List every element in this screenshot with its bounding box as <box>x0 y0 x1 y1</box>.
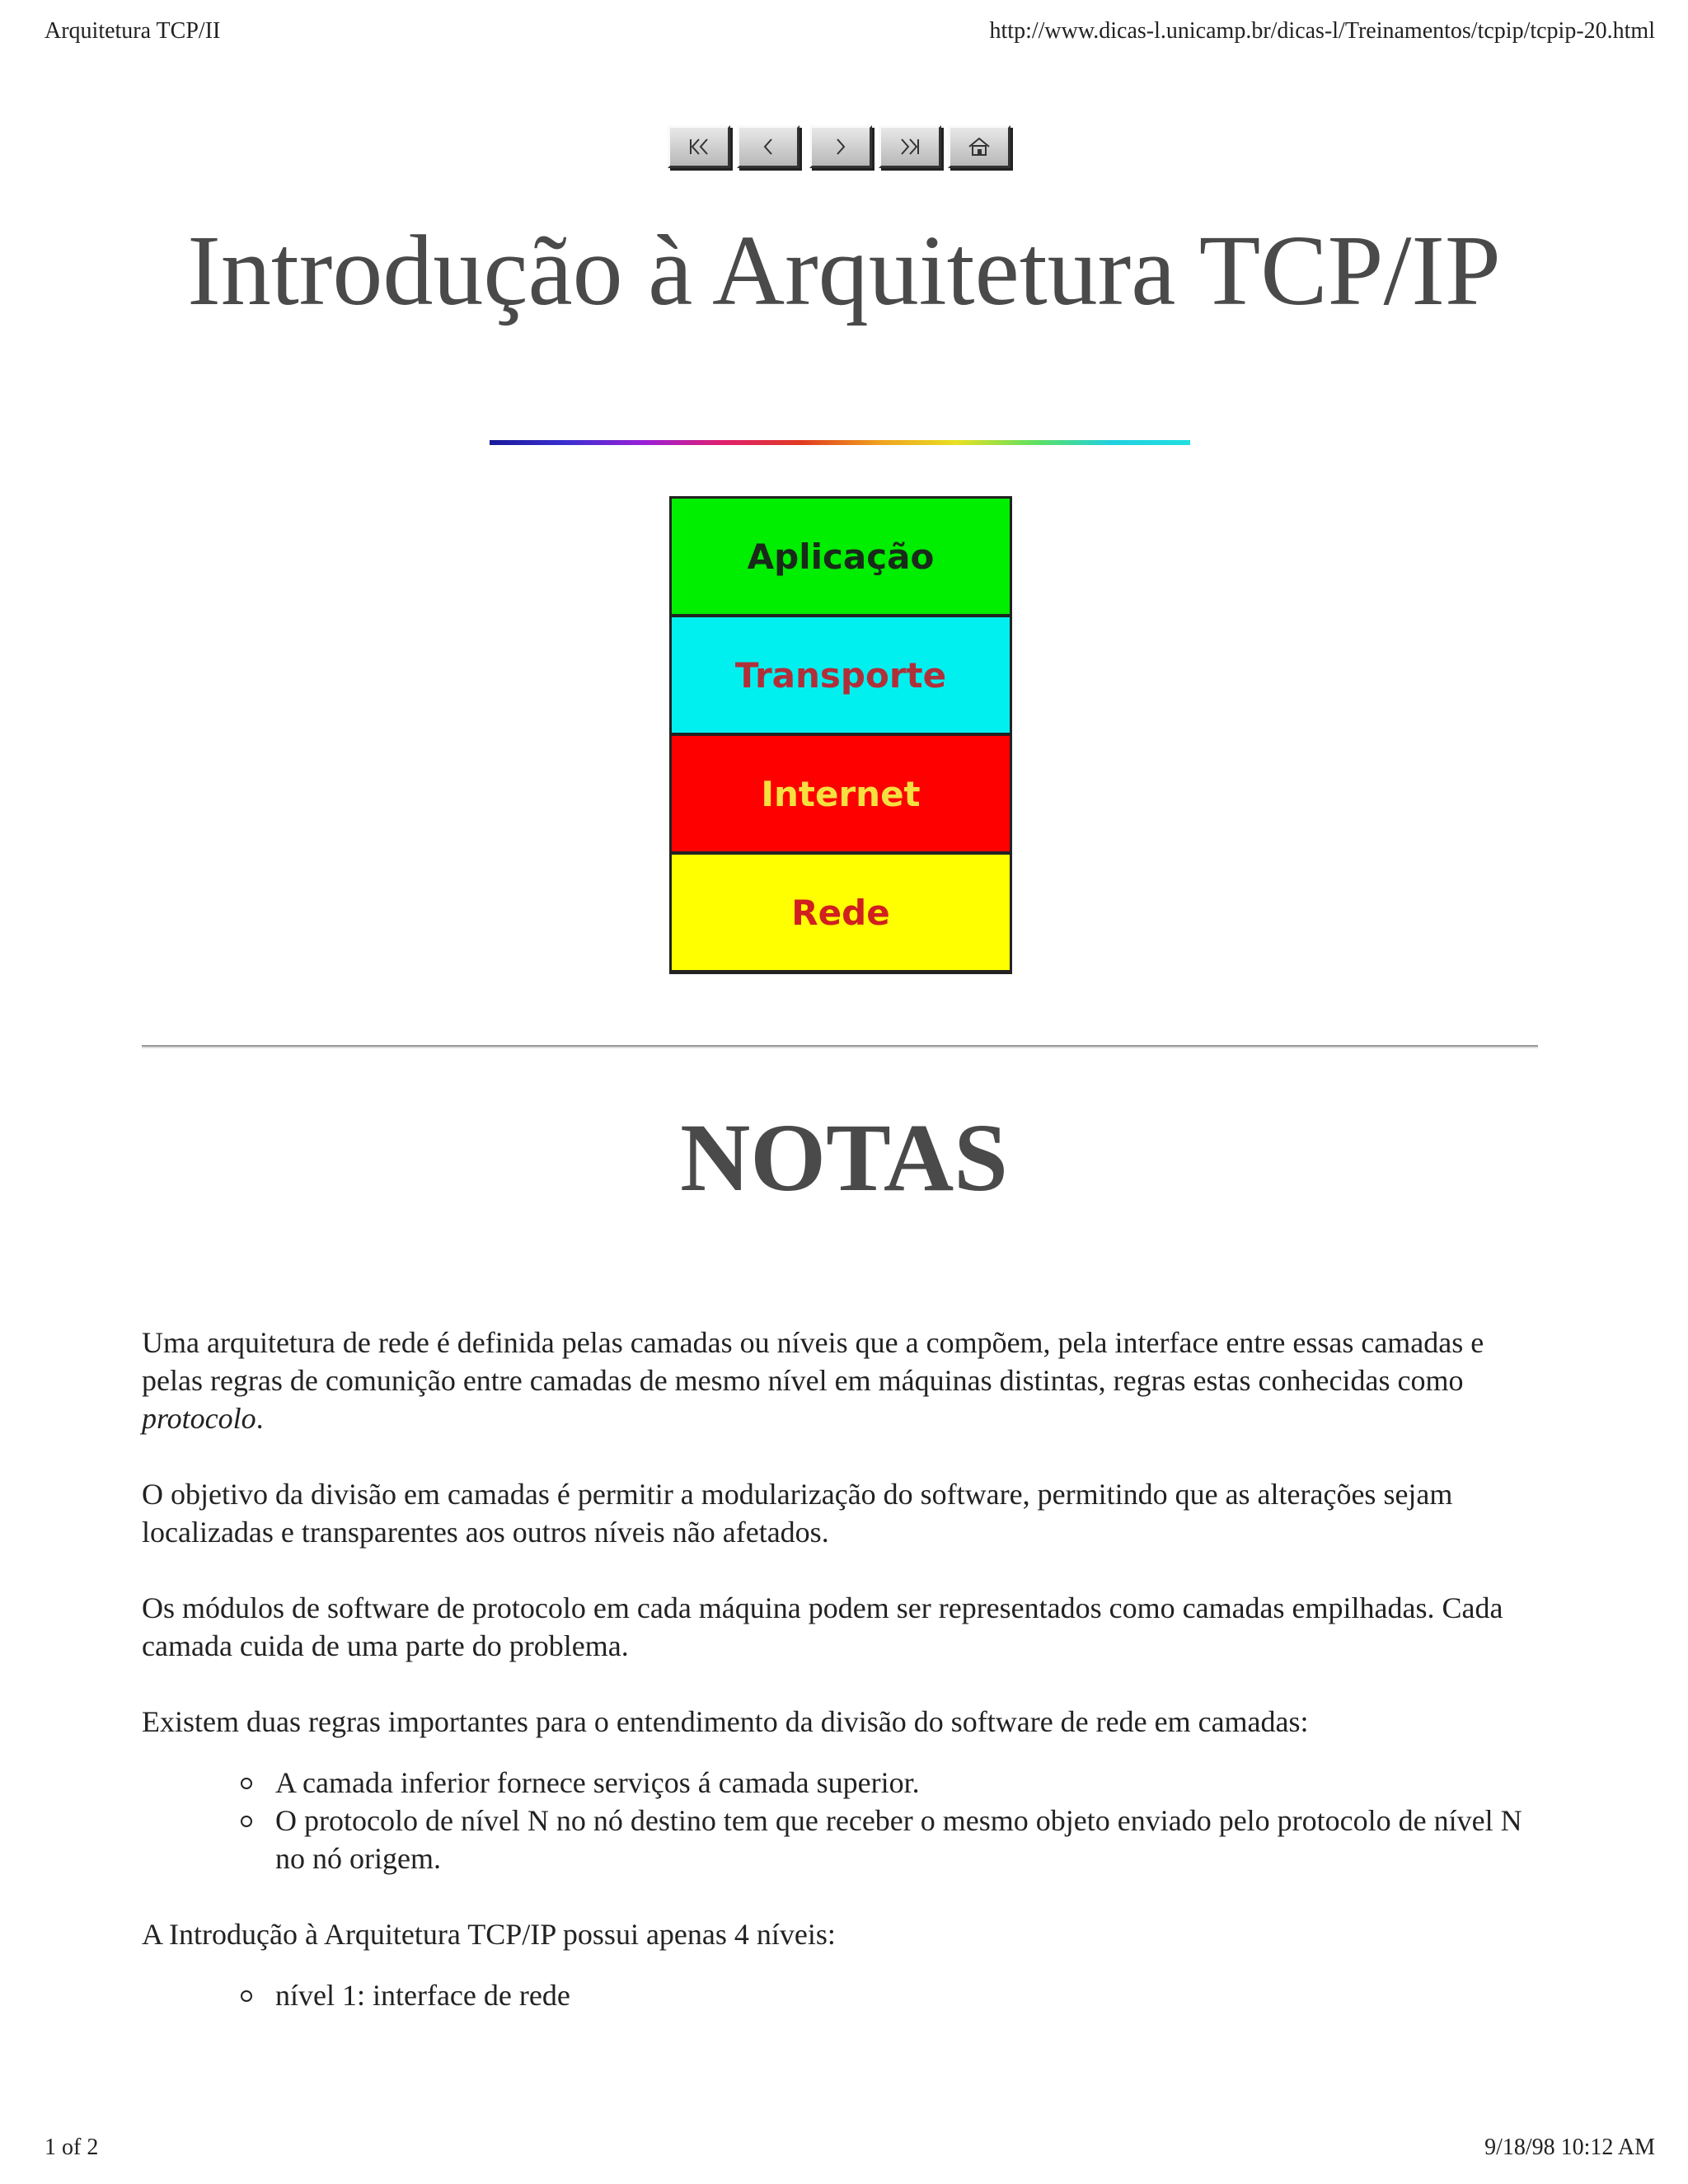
paragraph-rules-intro: Existem duas regras importantes para o entendimento da divisão do software de rede em camadas: <box>142 1705 1309 1738</box>
double-left-arrow-icon <box>682 134 715 159</box>
page-title: Introdução à Arquitetura TCP/IP <box>187 215 1501 326</box>
rainbow-divider <box>490 440 1190 445</box>
notes-content <box>142 1324 1543 2052</box>
layer-rede: Rede <box>672 855 1010 970</box>
paragraph-definition <box>142 1324 1543 1437</box>
print-header-url: http://www.dicas-l.unicamp.br/dicas-l/Treinamentos/tcpip/tcpip-20.html <box>989 18 1655 44</box>
horizontal-rule <box>142 1045 1538 1048</box>
paragraph-text: Uma arquitetura de rede é definida pelas camadas ou níveis que a compõem, pela interface entre essas camadas e pelas regras de comunição entre camadas de mesmo nível em máquinas distintas, regras estas conhecidas como <box>142 1326 1484 1397</box>
home-icon <box>963 134 996 159</box>
last-page-button[interactable] <box>879 125 941 168</box>
paragraph-modules: Os módulos de software de protocolo em cada máquina podem ser representados como camadas empilhadas. Cada camada cuida de uma parte do problema. <box>142 1591 1503 1662</box>
paragraph-levels-intro: A Introdução à Arquitetura TCP/IP possui apenas 4 níveis: <box>142 1918 836 1951</box>
right-arrow-icon <box>824 134 857 159</box>
paragraph-objective: O objetivo da divisão em camadas é permitir a modularização do software, permitindo que as alterações sejam localizadas e transparentes aos outros níveis não afetados. <box>142 1478 1453 1549</box>
list-item: nível 1: interface de rede <box>275 1976 1543 2014</box>
layer-transporte: Transporte <box>672 617 1010 733</box>
list-item: O protocolo de nível N no nó destino tem que receber o mesmo objeto enviado pelo protocolo de nível N no nó origem. <box>275 1802 1543 1877</box>
double-right-arrow-icon <box>893 134 926 159</box>
print-header-title: Arquitetura TCP/II <box>45 18 221 44</box>
notes-heading: NOTAS <box>680 1104 1008 1212</box>
home-button[interactable] <box>948 125 1010 168</box>
next-page-button[interactable] <box>809 125 872 168</box>
previous-page-button[interactable] <box>737 125 799 168</box>
layer-aplicacao: Aplicação <box>672 499 1010 614</box>
paragraph-text: . <box>256 1402 264 1435</box>
protocol-term: protocolo <box>142 1402 256 1435</box>
list-item: A camada inferior fornece serviços á camada superior. <box>275 1764 1543 1802</box>
tcpip-layer-diagram <box>669 496 1012 974</box>
left-arrow-icon <box>752 134 785 159</box>
levels-list <box>142 1976 1543 2014</box>
print-footer-datetime: 9/18/98 10:12 AM <box>1484 2135 1655 2160</box>
first-page-button[interactable] <box>668 125 730 168</box>
rules-list <box>142 1764 1543 1877</box>
layer-internet: Internet <box>672 736 1010 851</box>
print-footer-page: 1 of 2 <box>45 2135 99 2160</box>
